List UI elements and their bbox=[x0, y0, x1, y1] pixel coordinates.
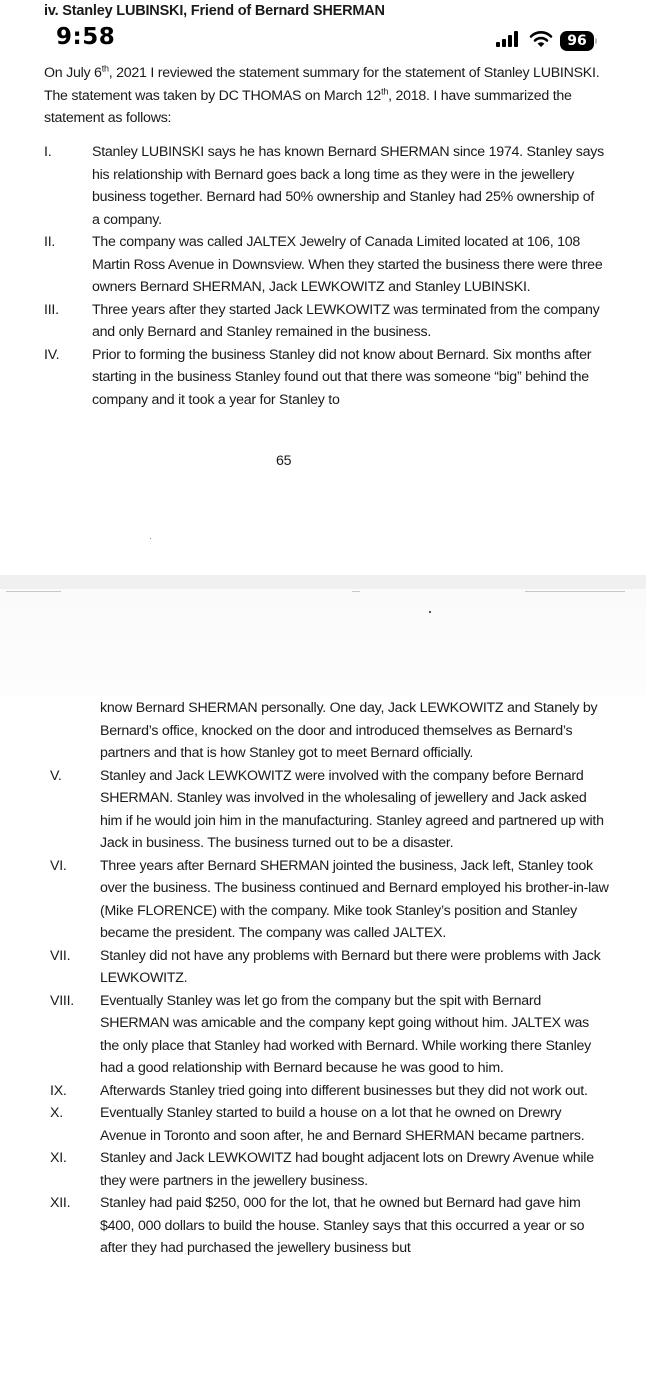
item-marker: XI. bbox=[50, 1150, 67, 1166]
item-text: The company was called JALTEX Jewelry of Canada Limited located at 106, 108 Martin Ross Avenue in Downsview. When they started the business there were three owners Bernard SHERMAN, Jack LEWKOWITZ and Stanley LUBINSKI. bbox=[92, 234, 603, 295]
list-item bbox=[50, 855, 610, 945]
summary-list-items bbox=[50, 765, 610, 1260]
item-text: Three years after Bernard SHERMAN jointed the business, Jack left, Stanley took over the business. The business continued and Bernard employed his brother-in-law (Mike FLORENCE) with the company. Mike took Stanley’s position and Stanley became the president. The company was called JALTEX. bbox=[100, 857, 609, 941]
item-text: Stanley had paid $250, 000 for the lot, that he owned but Bernard had gave him $400, 000 dollars to build the house. Stanley says that this occurred a year or so after they had purchased the jewellery business but bbox=[100, 1195, 585, 1256]
item-marker: IV. bbox=[44, 346, 60, 363]
scan-artifact bbox=[6, 591, 61, 592]
scan-artifact bbox=[352, 591, 360, 592]
list-item bbox=[44, 231, 604, 299]
summary-list-page2 bbox=[50, 697, 610, 1260]
item-text: Stanley LUBINSKI says he has known Bernard SHERMAN since 1974. Stanley says his relationship with Bernard goes back a long time as they were in the jewellery business together. Bernard had 50% ownership and Stanley had 25% ownership of a company. bbox=[92, 144, 604, 228]
item-text: Stanley did not have any problems with Bernard but there were problems with Jack LEWKOWITZ. bbox=[100, 947, 601, 986]
intro-text-3: , 2018. I have summarized the statement as follows: bbox=[44, 87, 572, 126]
item-marker: VIII. bbox=[50, 992, 74, 1009]
item-marker: X. bbox=[50, 1105, 63, 1121]
list-item bbox=[44, 141, 604, 231]
item-text: Prior to forming the business Stanley did not know about Bernard. Six months after starting in the business Stanley found out that there was someone “big” behind the company and it took a year for Stanley to bbox=[92, 346, 592, 408]
list-item bbox=[50, 1192, 610, 1260]
document-page-65 bbox=[0, 0, 646, 575]
ordinal-suffix: th bbox=[381, 85, 389, 96]
list-item bbox=[50, 1147, 610, 1192]
scan-artifact bbox=[525, 591, 625, 592]
continued-item-text: know Bernard SHERMAN personally. One day, Jack LEWKOWITZ and Stanely by Bernard’s office, knocked on the door and introduced themselves as Bernard’s partners and that is how Stanley got to meet Bernard officially. bbox=[100, 700, 598, 761]
section-heading: iv. Stanley LUBINSKI, Friend of Bernard SHERMAN bbox=[44, 3, 385, 19]
list-item bbox=[50, 1102, 610, 1147]
wifi-icon bbox=[529, 30, 553, 53]
list-item bbox=[44, 344, 604, 412]
item-marker: VII. bbox=[50, 947, 71, 964]
list-item bbox=[50, 945, 610, 990]
list-item bbox=[50, 1080, 610, 1103]
summary-list-page1 bbox=[44, 141, 604, 411]
page-number: 65 bbox=[276, 453, 292, 469]
status-icons bbox=[496, 29, 597, 53]
cellular-signal-icon bbox=[496, 31, 522, 52]
item-text: Stanley and Jack LEWKOWITZ had bought adjacent lots on Drewry Avenue while they were partners in the jewellery business. bbox=[100, 1150, 594, 1189]
list-item bbox=[44, 299, 604, 344]
battery-icon bbox=[560, 31, 597, 51]
scan-artifact bbox=[150, 538, 151, 539]
item-text: Eventually Stanley started to build a house on a lot that he owned on Drewry Avenue in Toronto and soon after, he and Bernard SHERMAN became partners. bbox=[100, 1105, 585, 1144]
battery-level: 96 bbox=[560, 31, 594, 51]
item-marker: V. bbox=[50, 767, 62, 784]
intro-paragraph bbox=[44, 62, 604, 130]
item-marker: XII. bbox=[50, 1195, 71, 1211]
item-marker: VI. bbox=[50, 857, 67, 874]
scan-artifact bbox=[429, 611, 431, 613]
item-marker: III. bbox=[44, 301, 59, 318]
item-text: Afterwards Stanley tried going into different businesses but they did not work out. bbox=[100, 1082, 588, 1099]
intro-text-1: On July 6 bbox=[44, 65, 102, 81]
item-text: Three years after they started Jack LEWKOWITZ was terminated from the company and only Bernard and Stanley remained in the business. bbox=[92, 301, 600, 340]
list-item bbox=[50, 990, 610, 1080]
item-marker: II. bbox=[44, 234, 56, 250]
item-text: Stanley and Jack LEWKOWITZ were involved with the company before Bernard SHERMAN. Stanley was involved in the wholesaling of jewellery and Jack asked him if he would join him in the manufacturing. Stanley agreed and partnered up with Jack in business. The business turned out to be a disaster. bbox=[100, 767, 604, 851]
item-text: Eventually Stanley was let go from the company but the spit with Bernard SHERMAN was amicable and the company kept going without him. JALTEX was the only place that Stanley had worked with Bernard. While working there Stanley had a good relationship with Bernard because he was good to him. bbox=[100, 992, 592, 1076]
item-marker: IX. bbox=[50, 1082, 67, 1099]
battery-tip bbox=[595, 38, 597, 44]
ordinal-suffix: th bbox=[101, 63, 109, 74]
intro-text-2: , 2021 I reviewed the statement summary for the statement of Stanley LUBINSKI. The statement was taken by DC THOMAS on March 12 bbox=[44, 65, 600, 104]
item-marker: I. bbox=[44, 144, 52, 160]
status-time: 9:58 bbox=[56, 24, 116, 50]
list-item bbox=[50, 765, 610, 855]
